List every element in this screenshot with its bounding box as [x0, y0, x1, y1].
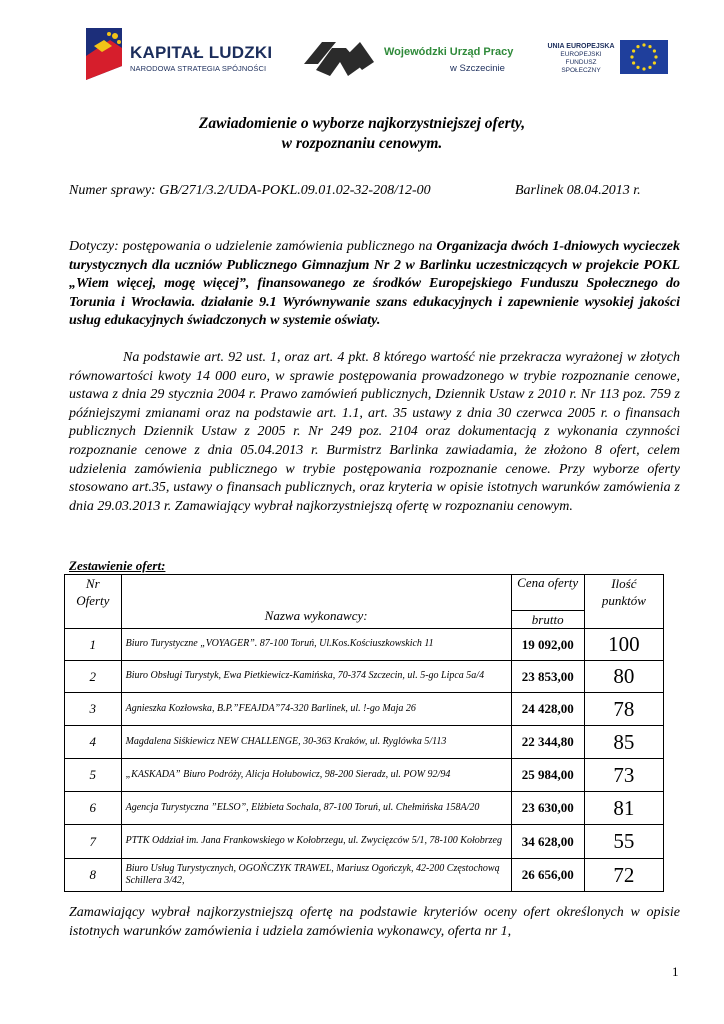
row-points: 81 [584, 792, 663, 825]
row-points: 72 [584, 859, 663, 892]
row-points: 55 [584, 825, 663, 859]
table-row [65, 661, 664, 693]
row-name: Biuro Turystyczne „VOYAGER”. 87-100 Toruń, Ul.Kos.Kościuszkowskich 11 [121, 629, 511, 661]
dotyczy-paragraph [69, 238, 680, 331]
row-price: 23 630,00 [511, 792, 584, 825]
title-line-2: w rozpoznaniu cenowym. [281, 135, 443, 152]
table-row [65, 859, 664, 892]
row-nr: 6 [65, 792, 122, 825]
row-name: Biuro Usług Turystycznych, OGOŃCZYK TRAWEL, Mariusz Ogończyk, 42-200 Częstochową Schillera 3/42, [121, 859, 511, 892]
eu-line3: FUNDUSZ SPOŁECZNY [561, 59, 601, 74]
case-line [69, 183, 641, 199]
kapital-ludzki-subtitle: NARODOWA STRATEGIA SPÓJNOŚCI [130, 64, 267, 73]
row-points: 100 [584, 629, 663, 661]
header-price-sub: brutto [511, 611, 584, 629]
eu-flag-icon [620, 40, 668, 74]
header-price: Cena oferty [511, 575, 584, 611]
closing-paragraph [69, 904, 680, 941]
table-row [65, 726, 664, 759]
dotyczy-prefix: Dotyczy: postępowania o udzielenie zamówienia publicznego na [69, 239, 437, 254]
row-nr: 8 [65, 859, 122, 892]
row-name: Agnieszka Kozłowska, B.P.”FEAJDA”74-320 Barlinek, ul. !-go Maja 26 [121, 693, 511, 726]
offers-table [64, 574, 664, 892]
closing-text: Zamawiający wybrał najkorzystniejszą ofertę na podstawie kryteriów oceny ofert określonych w opisie istotnych warunków zamówienia i udziela zamówienia wykonawcy, oferta nr 1, [69, 905, 680, 939]
row-nr: 7 [65, 825, 122, 859]
table-row [65, 759, 664, 792]
eu-line2: EUROPEJSKI [560, 51, 602, 58]
row-nr: 1 [65, 629, 122, 661]
table-row [65, 792, 664, 825]
table-row [65, 825, 664, 859]
row-points: 78 [584, 693, 663, 726]
document-title [0, 114, 724, 154]
row-points: 73 [584, 759, 663, 792]
dotyczy-subject: Organizacja dwóch 1-dniowych wycieczek turystycznych dla uczniów Publicznego Gimnazjum Nr 2 w Barlinku uczestniczących w projekcie POKL „Wiem więcej, mogę więcej”, finansowanego ze środków Europejskiego Funduszu Społecznego do Torunia i Wrocławia. działanie 9.1 Wyrównywanie szans edukacyjnych i zapewnienie wysokiej jakości usług edukacyjnych świadczonych w systemie oświaty. [69, 239, 680, 329]
row-name: Biuro Obsługi Turystyk, Ewa Pietkiewicz-Kamińska, 70-374 Szczecin, ul. 5-go Lipca 5a/4 [121, 661, 511, 693]
row-price: 19 092,00 [511, 629, 584, 661]
header-points: Ilość punktów [584, 575, 663, 629]
wup-title: Wojewódzki Urząd Pracy [384, 46, 514, 58]
row-nr: 5 [65, 759, 122, 792]
row-nr: 2 [65, 661, 122, 693]
row-name: Magdalena Siśkiewicz NEW CHALLENGE, 30-363 Kraków, ul. Ryglówka 5/113 [121, 726, 511, 759]
row-price: 23 853,00 [511, 661, 584, 693]
row-price: 26 656,00 [511, 859, 584, 892]
row-price: 25 984,00 [511, 759, 584, 792]
row-price: 24 428,00 [511, 693, 584, 726]
main-paragraph: Na podstawie art. 92 ust. 1, oraz art. 4 pkt. 8 którego wartość nie przekracza wyrażonej w złotych równowartości kwoty 14 000 euro, w sprawie postępowania prowadzonego w trybie rozpoznanie cenowe, ustawa z dnia 29 stycznia 2004 r. Prawo zamówień publicznych, Dziennik Ustaw z 2010 r. Nr 113 poz. 759 z późniejszymi zmianami oraz na podstawie art. 1.1, art. 35 ustawy z dnia 30 czerwca 2005 r. o finansach publicznych Dziennik Ustaw z 2005 r. Nr 249 poz. 2104 oraz dokumentacją z wykonania czynności rozpoznanie cenowe z dnia 05.04.2013 r. Burmistrz Barlinka zawiadamia, że złożono 8 ofert, celem udzielenia zamówienia publicznego w trybie postępowania rozpoznanie cenowe. Przy wyborze oferty stosowano art.35, ustawy o finansach publicznych, oraz kryteria w opisie istotnych warunków zamówienia z dnia 29.03.2013 r. Zamawiający wybrał najkorzystniejszą ofertę w rozpoznaniu cenowym. [69, 350, 680, 514]
kapital-ludzki-title: KAPITAŁ LUDZKI [130, 43, 273, 62]
row-name: PTTK Oddział im. Jana Frankowskiego w Kołobrzegu, ul. Zwycięzców 5/1, 78-100 Kołobrzeg [121, 825, 511, 859]
row-price: 34 628,00 [511, 825, 584, 859]
row-price: 22 344,80 [511, 726, 584, 759]
row-points: 80 [584, 661, 663, 693]
table-row [65, 693, 664, 726]
wup-subtitle: w Szczecinie [450, 63, 505, 74]
table-body [65, 629, 664, 892]
row-points: 85 [584, 726, 663, 759]
row-name: Agencja Turystyczna ”ELSO”, Elżbieta Sochala, 87-100 Toruń, ul. Chełmińska 158A/20 [121, 792, 511, 825]
table-header-row [65, 575, 664, 611]
wup-arrows-icon [302, 40, 376, 78]
place-date: Barlinek 08.04.2013 r. [515, 183, 641, 198]
header-nr: Nr Oferty [65, 575, 122, 629]
header-name: Nazwa wykonawcy: [121, 575, 511, 629]
table-row [65, 629, 664, 661]
row-nr: 4 [65, 726, 122, 759]
zestawienie-label: Zestawienie ofert: [69, 558, 166, 573]
row-nr: 3 [65, 693, 122, 726]
page-number: 1 [672, 964, 679, 979]
eu-line1: UNIA EUROPEJSKA [547, 43, 615, 50]
case-number: Numer sprawy: GB/271/3.2/UDA-POKL.09.01.02-32-208/12-00 [69, 183, 431, 198]
title-line-1: Zawiadomienie o wyborze najkorzystniejszej oferty, [198, 115, 526, 132]
kapital-ludzki-emblem-icon [82, 26, 126, 82]
row-name: „KASKADA” Biuro Podróży, Alicja Hołubowicz, 98-200 Sieradz, ul. POW 92/94 [121, 759, 511, 792]
eu-logo-text [547, 43, 615, 75]
